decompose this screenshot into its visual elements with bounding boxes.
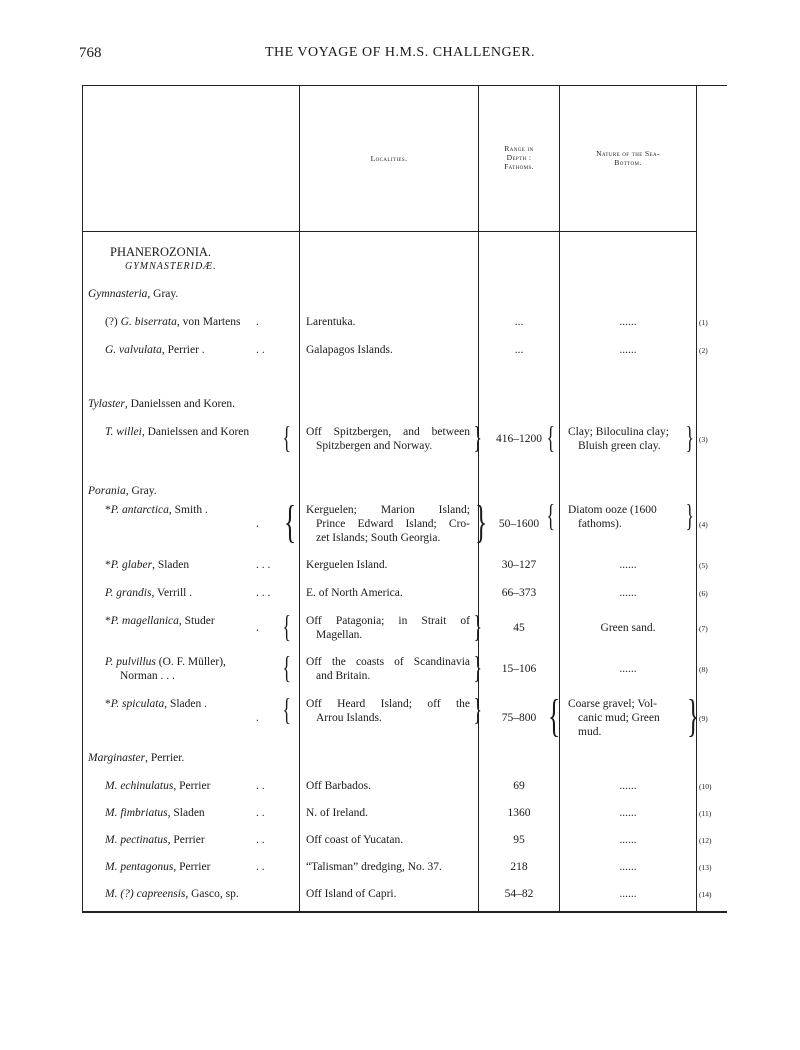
header-bottom-rule: [82, 231, 697, 232]
locality-brace-right: }: [474, 496, 488, 547]
species-name-cell: [105, 806, 205, 820]
locality-cell: [306, 779, 470, 793]
genus-name: Porania: [88, 485, 126, 497]
species-name: G. biserrata: [120, 316, 177, 328]
sea-bottom-cell: [568, 833, 688, 847]
locality-brace-right: }: [473, 419, 482, 455]
depth-range: 30–127: [501, 559, 537, 571]
sea-bottom-cell: [568, 425, 688, 453]
sea-bottom-cell: [568, 315, 688, 329]
locality-brace-right: }: [473, 608, 482, 644]
footnote-reference: (11): [699, 809, 712, 818]
bottom-brace-left: {: [546, 419, 555, 455]
locality-cell: [306, 655, 470, 683]
locality-cell: [306, 343, 470, 357]
locality-cell: [306, 503, 470, 545]
locality-line: Magellan.: [316, 629, 363, 641]
locality-line: Off coast of Yucatan.: [306, 834, 404, 846]
species-name-cell: [105, 833, 205, 847]
page-number: 768: [79, 45, 102, 61]
header-range: Range in Depth : Fathoms.: [504, 144, 534, 171]
leader-dots: .: [256, 316, 259, 328]
locality-brace-left: {: [282, 649, 291, 685]
footnote-reference: (6): [699, 589, 708, 598]
locality-cell: [306, 860, 470, 874]
species-name: M. pectinatus: [105, 834, 168, 846]
locality-line: Kerguelen Island.: [306, 559, 388, 571]
species-name: G. valvulata: [105, 344, 162, 356]
locality-cell: [306, 697, 470, 725]
footnote-reference: (14): [699, 890, 712, 899]
leader-dots: . .: [256, 834, 265, 846]
sea-bottom-line: mud.: [578, 726, 602, 738]
species-name-cell: [105, 586, 192, 600]
species-prefix: (?): [105, 316, 121, 328]
sea-bottom-line: ......: [619, 888, 637, 900]
locality-line: Kerguelen; Marion Island;: [306, 504, 470, 516]
genus-authority: , Gray.: [125, 485, 157, 497]
locality-cell: [306, 586, 470, 600]
header-sea-bottom: Nature of the Sea- Bottom.: [596, 149, 660, 167]
genus-heading: [88, 751, 184, 765]
species-authority: , Smith .: [168, 504, 208, 516]
depth-range: 45: [513, 622, 525, 634]
species-prefix: *: [105, 698, 111, 710]
species-name: P. pulvillus: [105, 656, 156, 668]
column-rule-1: [82, 85, 83, 911]
species-authority: , Danielssen and Koren: [141, 426, 250, 438]
species-authority: , von Martens: [176, 316, 241, 328]
species-name: T. willei: [105, 426, 142, 438]
leader-dots: .: [256, 518, 259, 530]
species-prefix: *: [105, 504, 111, 516]
species-authority-continued: Norman . . .: [120, 670, 175, 682]
species-name-cell: [105, 614, 215, 628]
species-name-cell: [105, 343, 205, 357]
locality-cell: [306, 315, 470, 329]
species-name: M. fimbriatus: [105, 807, 168, 819]
bottom-brace-right: }: [685, 419, 694, 455]
depth-range: 416–1200: [496, 433, 542, 445]
sea-bottom-line: ......: [619, 344, 637, 356]
sea-bottom-cell: [568, 586, 688, 600]
depth-range: 1360: [507, 807, 531, 819]
depth-range: 54–82: [504, 888, 534, 900]
species-authority: , Sladen: [167, 807, 205, 819]
sea-bottom-cell: [568, 860, 688, 874]
locality-brace-right: }: [473, 649, 482, 685]
footnote-reference: (8): [699, 665, 708, 674]
column-rule-4: [559, 85, 560, 911]
genus-authority: , Gray.: [147, 288, 179, 300]
locality-line: zet Islands; South Georgia.: [316, 532, 441, 544]
genus-name: Gymnasteria: [88, 288, 148, 300]
species-name-cell: [105, 860, 210, 874]
sea-bottom-line: ......: [619, 559, 637, 571]
sea-bottom-line: ......: [619, 834, 637, 846]
species-name-cell: [105, 697, 207, 711]
depth-range: ...: [514, 344, 524, 356]
locality-line: Galapagos Islands.: [306, 344, 393, 356]
footnote-reference: (3): [699, 435, 708, 444]
footnote-reference: (7): [699, 624, 708, 633]
genus-name: Marginaster: [88, 752, 146, 764]
column-rule-5: [696, 85, 697, 911]
species-name: P. magellanica: [110, 615, 179, 627]
species-prefix: *: [105, 559, 111, 571]
species-name-cell: [105, 558, 189, 572]
species-name: P. spiculata: [110, 698, 165, 710]
sea-bottom-line: Bluish green clay.: [578, 440, 661, 452]
sea-bottom-cell: [568, 697, 688, 739]
locality-line: Prince Edward Island; Cro-: [316, 518, 470, 530]
leader-dots: . . .: [256, 559, 271, 571]
footnote-reference: (1): [699, 318, 708, 327]
bottom-brace-right: }: [686, 690, 700, 741]
species-authority: , Perrier .: [161, 344, 205, 356]
genus-heading: [88, 397, 235, 411]
genus-name: Tylaster: [88, 398, 125, 410]
species-authority: , Perrier: [173, 780, 211, 792]
column-rule-2: [299, 85, 300, 911]
species-authority: , Verrill .: [151, 587, 193, 599]
genus-authority: , Danielssen and Koren.: [124, 398, 236, 410]
bottom-brace-left: {: [546, 497, 555, 533]
running-head: THE VOYAGE OF H.M.S. CHALLENGER.: [264, 45, 536, 60]
species-name-cell: [105, 655, 226, 669]
locality-brace-right: }: [473, 691, 482, 727]
order-heading: PHANEROZONIA.: [110, 245, 212, 259]
locality-brace-left: {: [282, 608, 291, 644]
species-name-cell: [105, 779, 210, 793]
locality-brace-left: {: [282, 691, 291, 727]
sea-bottom-line: ......: [619, 780, 637, 792]
sea-bottom-line: ......: [619, 587, 637, 599]
sea-bottom-cell: [568, 806, 688, 820]
species-name: P. antarctica: [110, 504, 169, 516]
depth-range: ...: [514, 316, 524, 328]
species-name: M. echinulatus: [105, 780, 174, 792]
species-name-cell: [105, 887, 239, 901]
sea-bottom-line: Clay; Biloculina clay;: [568, 426, 669, 438]
locality-line: N. of Ireland.: [306, 807, 368, 819]
locality-line: Off Island of Capri.: [306, 888, 397, 900]
locality-cell: [306, 887, 470, 901]
sea-bottom-cell: [568, 887, 688, 901]
bottom-brace-right: }: [685, 497, 694, 533]
bottom-brace-left: {: [547, 690, 561, 741]
depth-range: 218: [510, 861, 528, 873]
sea-bottom-cell: [568, 779, 688, 793]
species-authority: (O. F. Müller),: [155, 656, 226, 668]
sea-bottom-line: fathoms).: [578, 518, 622, 530]
species-name-cell: [105, 315, 240, 329]
sea-bottom-line: ......: [619, 316, 637, 328]
family-heading: GYMNASTERIDÆ.: [125, 261, 217, 272]
species-authority: , Perrier: [167, 834, 205, 846]
species-name: P. glaber: [110, 559, 153, 571]
species-authority: , Gasco, sp.: [185, 888, 239, 900]
sea-bottom-line: ......: [619, 807, 637, 819]
locality-line: Off the coasts of Scandinavia: [306, 656, 470, 668]
depth-range: 95: [513, 834, 525, 846]
locality-line: and Britain.: [316, 670, 371, 682]
genus-heading: [88, 484, 157, 498]
footnote-reference: (13): [699, 863, 712, 872]
species-name: M. pentagonus: [105, 861, 174, 873]
locality-cell: [306, 425, 470, 453]
depth-range: 66–373: [501, 587, 537, 599]
sea-bottom-line: canic mud; Green: [578, 712, 660, 724]
footnote-reference: (10): [699, 782, 712, 791]
leader-dots: . .: [256, 780, 265, 792]
sea-bottom-line: Green sand.: [600, 622, 656, 634]
table-top-rule: [82, 85, 727, 86]
leader-dots: . . .: [256, 587, 271, 599]
sea-bottom-cell: [568, 558, 688, 572]
locality-line: Off Spitzbergen, and between: [306, 426, 470, 438]
species-authority: , Studer: [178, 615, 215, 627]
genus-heading: [88, 287, 178, 301]
locality-line: Off Heard Island; off the: [306, 698, 470, 710]
sea-bottom-cell: [568, 343, 688, 357]
header-localities: Localities.: [370, 154, 408, 163]
species-prefix: *: [105, 615, 111, 627]
sea-bottom-line: ......: [619, 663, 637, 675]
leader-dots: .: [256, 622, 259, 634]
species-name: P. grandis: [105, 587, 152, 599]
locality-brace-left: {: [282, 419, 291, 455]
sea-bottom-cell: [568, 621, 688, 635]
sea-bottom-line: Diatom ooze (1600: [568, 504, 657, 516]
locality-line: Off Barbados.: [306, 780, 371, 792]
leader-dots: .: [256, 712, 259, 724]
species-authority: , Perrier: [173, 861, 211, 873]
species-authority: , Sladen .: [164, 698, 208, 710]
leader-dots: . .: [256, 807, 265, 819]
locality-cell: [306, 833, 470, 847]
locality-line: “Talisman” dredging, No. 37.: [306, 861, 442, 873]
locality-cell: [306, 614, 470, 642]
footnote-reference: (4): [699, 520, 708, 529]
footnote-reference: (9): [699, 714, 708, 723]
sea-bottom-cell: [568, 503, 688, 531]
leader-dots: . .: [256, 861, 265, 873]
locality-line: Arrou Islands.: [316, 712, 382, 724]
locality-line: Off Patagonia; in Strait of: [306, 615, 470, 627]
leader-dots: . .: [256, 344, 265, 356]
footnote-reference: (12): [699, 836, 712, 845]
depth-range: 50–1600: [498, 518, 540, 530]
depth-range: 15–106: [501, 663, 537, 675]
locality-line: Spitzbergen and Norway.: [316, 440, 433, 452]
depth-range: 75–800: [501, 712, 537, 724]
table-bottom-rule: [82, 911, 727, 913]
locality-cell: [306, 558, 470, 572]
footnote-reference: (2): [699, 346, 708, 355]
species-name-cell: [105, 503, 208, 517]
sea-bottom-cell: [568, 662, 688, 676]
locality-brace-left: {: [283, 496, 297, 547]
sea-bottom-line: Coarse gravel; Vol-: [568, 698, 658, 710]
locality-line: E. of North America.: [306, 587, 403, 599]
species-name: M. (?) capreensis: [105, 888, 186, 900]
depth-range: 69: [513, 780, 525, 792]
locality-line: Larentuka.: [306, 316, 356, 328]
genus-authority: , Perrier.: [145, 752, 185, 764]
species-name-cell: [105, 425, 249, 439]
sea-bottom-line: ......: [619, 861, 637, 873]
species-authority: , Sladen: [152, 559, 190, 571]
locality-cell: [306, 806, 470, 820]
footnote-reference: (5): [699, 561, 708, 570]
